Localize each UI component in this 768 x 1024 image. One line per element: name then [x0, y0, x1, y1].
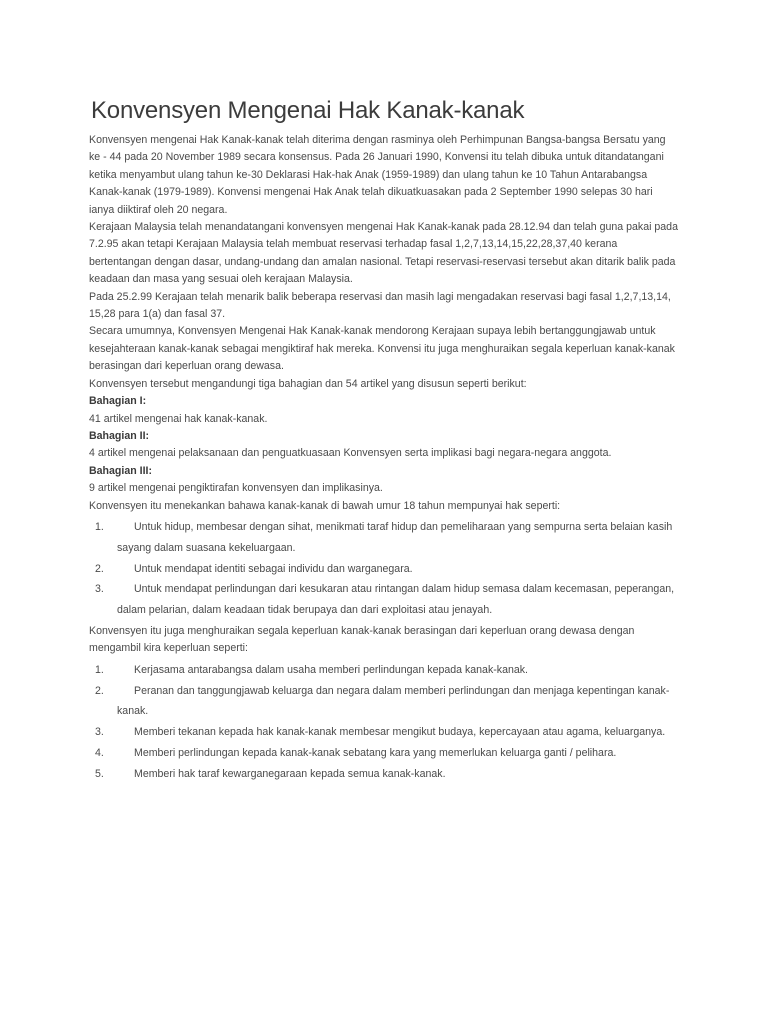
- list-item-text: Memberi hak taraf kewarganegaraan kepada semua kanak-kanak.: [134, 767, 446, 780]
- list-item-text: Memberi tekanan kepada hak kanak-kanak membesar mengikut budaya, kepercayaan atau agama, keluarganya.: [134, 726, 666, 739]
- needs-list-intro: Konvensyen itu juga menghuraikan segala keperluan kanak-kanak berasingan dari keperluan orang dewasa dengan mengambil kira keperluan seperti:: [89, 624, 635, 655]
- needs-list: [89, 660, 679, 785]
- paragraph-general-summary: Secara umumnya, Konvensyen Mengenai Hak Kanak-kanak mendorong Kerajaan supaya lebih bertanggungjawab untuk kesejahteraan kanak-kanak sebagai mengiktiraf hak mereka. Konvensi itu juga menghuraikan segala keperluan kanak-kanak berasingan dari keperluan orang dewasa.: [89, 325, 675, 373]
- list-item: [89, 579, 679, 621]
- list-item: [89, 559, 679, 580]
- section-heading-part-3: Bahagian III:: [89, 464, 152, 477]
- paragraph-malaysia-signing: Kerajaan Malaysia telah menandatangani konvensyen mengenai Hak Kanak-kanak pada 28.12.94 dan telah guna pakai pada 7.2.95 akan tetapi Kerajaan Malaysia telah membuat reservasi terhadap fasal 1,2,7,13,14,15,22,28,37,40 kerana bertentangan dengan dasar, undang-undang dan amalan nasional. Tetapi reservasi-reservasi tersebut akan ditarik balik pada keadaan dan masa yang sesuai oleh kerajaan Malaysia.: [89, 221, 678, 286]
- list-item: [89, 681, 679, 723]
- section-heading-part-1: Bahagian I:: [89, 395, 147, 408]
- list-item: [89, 722, 679, 743]
- list-item-text: Untuk hidup, membesar dengan sihat, menikmati taraf hidup dan pemeliharaan yang sempurna serta belaian kasih sayang dalam suasana kekeluargaan.: [117, 520, 673, 554]
- list-item: [89, 660, 679, 681]
- list-item-text: Peranan dan tanggungjawab keluarga dan negara dalam memberi perlindungan dan menjaga kepentingan kanak-kanak.: [117, 684, 670, 718]
- list-item-number: 1.: [95, 663, 104, 676]
- list-item: [89, 743, 679, 764]
- list-item-text: Untuk mendapat perlindungan dari kesukaran atau rintangan dalam hidup semasa dalam kecemasan, peperangan, dalam pelarian, dalam keadaan tidak berupaya dan dari exploitasi atau jenayah.: [117, 583, 675, 617]
- list-item-number: 3.: [95, 583, 104, 596]
- list-item-number: 2.: [95, 562, 104, 575]
- list-item-text: Memberi perlindungan kepada kanak-kanak sebatang kara yang memerlukan keluarga ganti / pelihara.: [134, 746, 617, 759]
- list-item-text: Kerjasama antarabangsa dalam usaha memberi perlindungan kepada kanak-kanak.: [134, 663, 528, 676]
- section-text-part-2: 4 artikel mengenai pelaksanaan dan penguatkuasaan Konvensyen serta implikasi bagi negara-negara anggota.: [89, 447, 612, 460]
- list-item-number: 5.: [95, 767, 104, 780]
- section-text-part-1: 41 artikel mengenai hak kanak-kanak.: [89, 412, 268, 425]
- rights-list-intro: Konvensyen itu menekankan bahawa kanak-kanak di bawah umur 18 tahun mempunyai hak seperti:: [89, 499, 561, 512]
- paragraph-adoption: Konvensyen mengenai Hak Kanak-kanak telah diterima dengan rasminya oleh Perhimpunan Bangsa-bangsa Bersatu yang ke - 44 pada 20 November 1989 secara konsensus. Pada 26 Januari 1990, Konvensi itu telah dibuka untuk ditandatangani ketika menyambut ulang tahun ke-30 Deklarasi Hak-hak Anak (1959-1989) dan ulang tahun ke 10 Tahun Antarabangsa Kanak-kanak (1979-1989). Konvensi mengenai Hak Anak telah dikuatkuasakan pada 2 September 1990 selepas 30 hari ianya diiktiraf oleh 20 negara.: [89, 134, 666, 216]
- paragraph-structure-intro: Konvensyen tersebut mengandungi tiga bahagian dan 54 artikel yang disusun seperti berikut:: [89, 377, 527, 390]
- list-item-number: 4.: [95, 746, 104, 759]
- list-item-number: 2.: [95, 684, 104, 697]
- document-title: Konvensyen Mengenai Hak Kanak-kanak: [91, 97, 525, 124]
- list-item-text: Untuk mendapat identiti sebagai individu dan warganegara.: [134, 562, 413, 575]
- list-item: [89, 764, 679, 785]
- paragraph-reservation-withdrawal: Pada 25.2.99 Kerajaan telah menarik balik beberapa reservasi dan masih lagi mengadakan reservasi bagi fasal 1,2,7,13,14, 15,28 para 1(a) dan fasal 37.: [89, 290, 671, 321]
- section-heading-part-2: Bahagian II:: [89, 429, 150, 442]
- section-text-part-3: 9 artikel mengenai pengiktirafan konvensyen dan implikasinya.: [89, 482, 383, 495]
- list-item: [89, 517, 679, 559]
- document-page: [89, 96, 679, 787]
- rights-list: [89, 517, 679, 621]
- list-item-number: 1.: [95, 520, 104, 533]
- list-item-number: 3.: [95, 726, 104, 739]
